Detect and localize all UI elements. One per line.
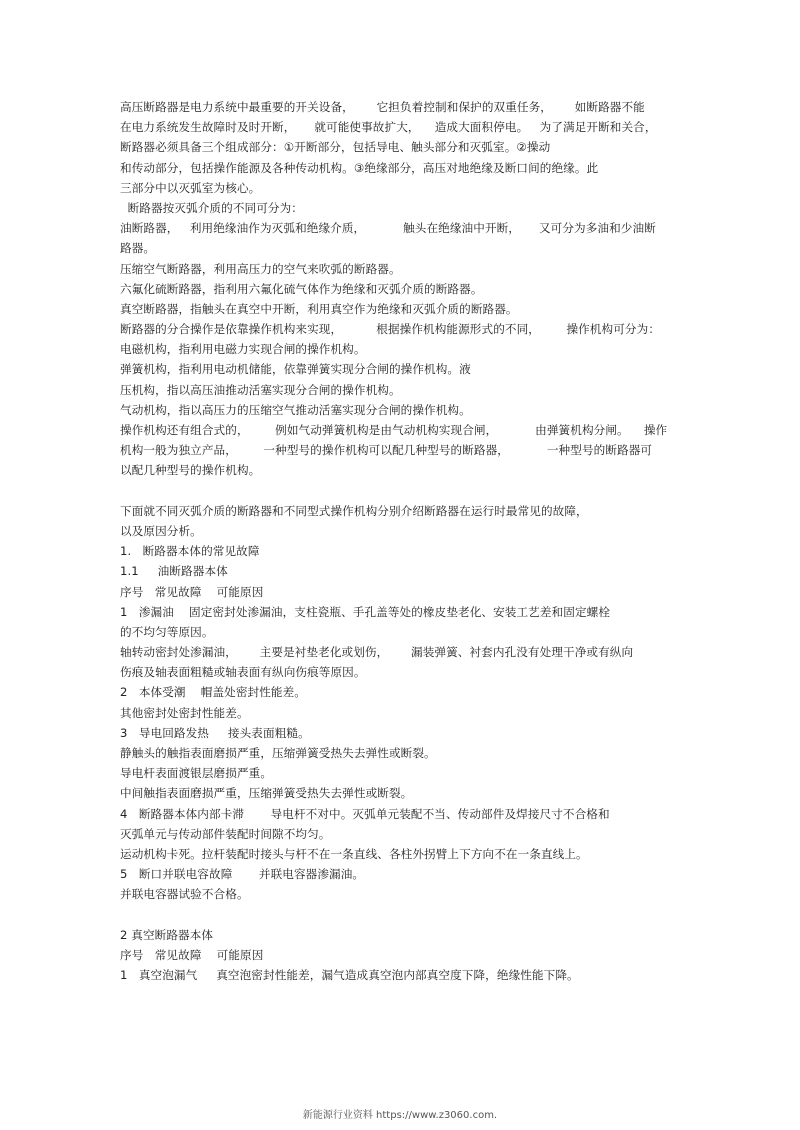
text-line [120,481,690,501]
text-line: 中间触指表面磨损严重，压缩弹簧受热失去弹性或断裂。 [120,786,413,801]
text-line: 1 渗漏油 固定密封处渗漏油，支柱瓷瓶、手孔盖等处的橡皮垫老化、安装工艺差和固定螺栓 [120,604,611,619]
text-line: 4 断路器本体内部卡滞 导电杆不对中。灭弧单元装配不当、传动部件及焊接尺寸不合格和 [120,806,610,821]
text-line: 1.1 油断路器本体 [120,564,228,579]
text-line: 伤痕及轴表面粗糙或轴表面有纵向伤痕等原因。 [120,665,366,680]
text-line: 六氟化硫断路器，指利用六氟化硫气体作为绝缘和灭弧介质的断路器。 [120,281,483,296]
text-line: 灭弧单元与传动部件装配时间隙不均匀。 [120,826,331,841]
text-line: 轴转动密封处渗漏油， 主要是衬垫老化或划伤， 漏装弹簧、衬套内孔没有处理干净或有纵向 [120,645,634,660]
text-line: 压机构，指以高压油推动活塞实现分合闸的操作机构。 [120,382,401,397]
page-footer: 新能源行业资料 https://www.z3060.com. [302,1110,498,1121]
text-line: 静触头的触指表面磨损严重，压缩弹簧受热失去弹性或断裂。 [120,746,436,760]
text-line: 断路器的分合操作是依靠操作机构来实现， 根据操作机构能源形式的不同， 操作机构可分为： [120,322,661,337]
text-line: 电磁机构，指利用电磁力实现合闸的操作机构。 [120,342,366,357]
text-line: 序号 常见故障 可能原因 [120,947,264,962]
text-line: 1. 断路器本体的常见故障 [120,544,260,559]
text-line: 弹簧机构，指利用电动机储能，依靠弹簧实现分合闸的操作机构。液 [120,362,471,377]
text-line: 下面就不同灭弧介质的断路器和不同型式操作机构分别介绍断路器在运行时最常见的故障， [120,503,588,518]
text-line: 以配几种型号的操作机构。 [120,463,261,478]
text-line: 气动机构，指以高压力的压缩空气推动活塞实现分合闸的操作机构。 [120,402,471,417]
text-line: 以及原因分析。 [120,523,202,538]
text-line [120,905,690,925]
text-line: 压缩空气断路器，利用高压力的空气来吹弧的断路器。 [120,261,401,276]
text-line: 机构一般为独立产品， 一种型号的操作机构可以配几种型号的断路器， 一种型号的断路器可 [120,443,653,458]
document-body [120,97,690,985]
text-line: 1 真空泡漏气 真空泡密封性能差，漏气造成真空泡内部真空度下降，绝缘性能下降。 [120,968,579,983]
text-line: 真空断路器，指触头在真空中开断，利用真空作为绝缘和灭弧介质的断路器。 [120,301,518,316]
text-line: 2 真空断路器本体 [120,927,214,942]
text-line: 在电力系统发生故障时及时开断， 就可能使事故扩大， 造成大面积停电。 为了满足开断和关合， [120,120,657,135]
text-line: 高压断路器是电力系统中最重要的开关设备， 它担负着控制和保护的双重任务， 如断路器不能 [120,100,645,114]
text-line: 操作机构还有组合式的， 例如气动弹簧机构是由气动机构实现合闸， 由弹簧机构分闸。 操作 [120,423,668,437]
text-line: 2 本体受潮 帽盖处密封性能差。 [120,685,306,700]
text-line: 路器。 [120,241,156,256]
text-line: 并联电容器试验不合格。 [120,887,249,902]
text-line: 油断路器， 利用绝缘油作为灭弧和绝缘介质， 触头在绝缘油中开断， 又可分为多油和少油断 [120,221,656,236]
text-line: 序号 常见故障 可能原因 [120,584,264,599]
text-line: 断路器按灭弧介质的不同可分为： [120,200,303,215]
text-line: 三部分中以灭弧室为核心。 [120,180,261,195]
text-line: 5 断口并联电容故障 并联电容器渗漏油。 [120,867,365,882]
text-line: 的不均匀等原因。 [120,624,214,639]
text-line: 其他密封处密封性能差。 [120,705,249,720]
text-line: 和传动部分，包括操作能源及各种传动机构。③绝缘部分，高压对地绝缘及断口间的绝缘。此 [120,160,599,175]
text-line: 导电杆表面渡银层磨损严重。 [120,766,273,781]
text-line: 断路器必须具备三个组成部分：①开断部分，包括导电、触头部分和灭弧室。②操动 [120,140,551,155]
text-line: 运动机构卡死。拉杆装配时接头与杆不在一条直线、各柱外拐臂上下方向不在一条直线上。 [120,846,588,861]
text-line: 3 导电回路发热 接头表面粗糙。 [120,725,310,740]
